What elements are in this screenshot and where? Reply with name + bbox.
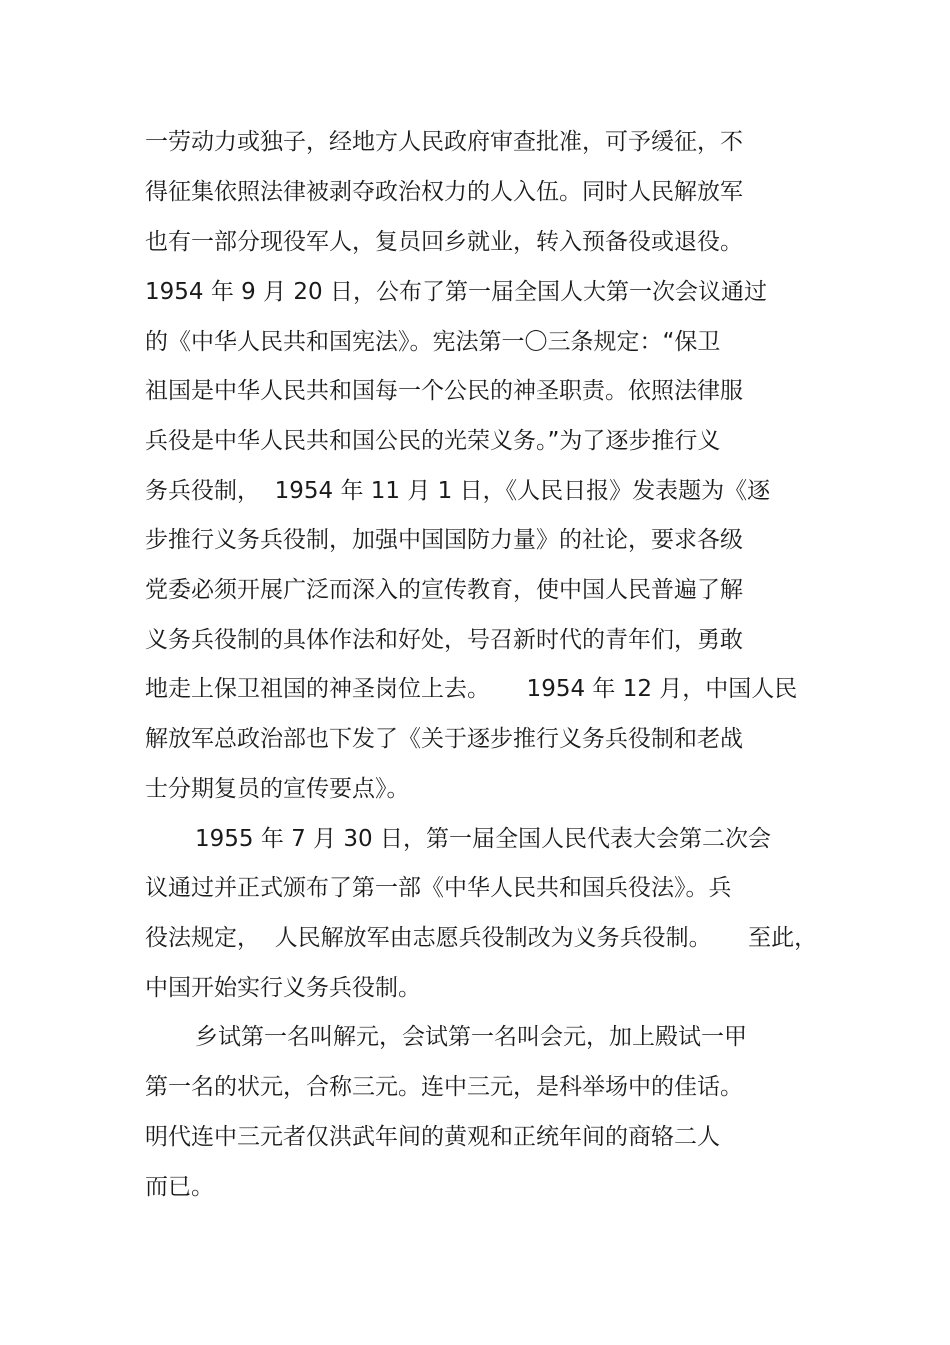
text-line: 的《中华人民共和国宪法》。宪法第一〇三条规定：“保卫 [145,329,721,355]
text-line: 役法规定， 人民解放军由志愿兵役制改为义务兵役制。 至此， [145,925,818,951]
text-line: 乡试第一名叫解元，会试第一名叫会元，加上殿试一甲 [195,1024,747,1050]
text-line: 务兵役制， 1954 年 11 月 1 日，《人民日报》发表题为《逐 [145,478,771,504]
text-line: 步推行义务兵役制，加强中国国防力量》的社论，要求各级 [145,527,743,553]
text-line: 祖国是中华人民共和国每一个公民的神圣职责。依照法律服 [145,378,743,404]
text-line: 党委必须开展广泛而深入的宣传教育，使中国人民普遍了解 [145,577,743,603]
text-line: 第一名的状元，合称三元。连中三元，是科举场中的佳话。 [145,1074,743,1100]
text-line: 议通过并正式颁布了第一部《中华人民共和国兵役法》。兵 [145,875,732,901]
text-line: 义务兵役制的具体作法和好处，号召新时代的青年们，勇敢 [145,627,743,653]
text-line: 明代连中三元者仅洪武年间的黄观和正统年间的商辂二人 [145,1124,720,1150]
text-line: 得征集依照法律被剥夺政治权力的人入伍。同时人民解放军 [145,179,743,205]
text-line: 中国开始实行义务兵役制。 [145,975,421,1001]
text-line: 士分期复员的宣传要点》。 [145,776,410,802]
text-line: 也有一部分现役军人，复员回乡就业，转入预备役或退役。 [145,229,743,255]
text-line: 兵役是中华人民共和国公民的光荣义务。”为了逐步推行义 [145,428,721,454]
text-line: 1955 年 7 月 30 日，第一届全国人民代表大会第二次会 [195,826,771,852]
text-line: 1954 年 9 月 20 日，公布了第一届全国人大第一次会议通过 [145,279,767,305]
text-line: 解放军总政治部也下发了《关于逐步推行义务兵役制和老战 [145,726,743,752]
text-line: 地走上保卫祖国的神圣岗位上去。 1954 年 12 月，中国人民 [145,676,798,702]
text-line: 而已。 [145,1174,214,1200]
text-line: 一劳动力或独子，经地方人民政府审查批准，可予缓征，不 [145,129,743,155]
